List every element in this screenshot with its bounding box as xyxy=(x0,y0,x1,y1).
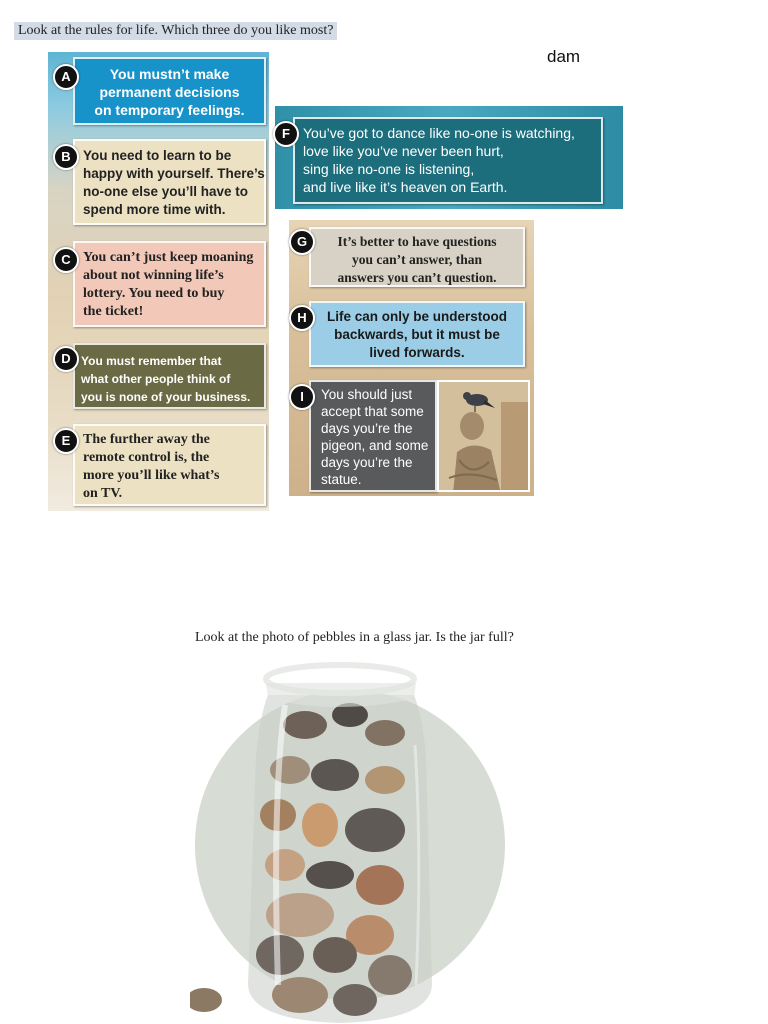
rule-i-line: days you’re the xyxy=(321,421,413,436)
rule-e-line: remote control is, the xyxy=(83,450,210,465)
rule-card-c xyxy=(73,241,266,327)
rule-card-i xyxy=(309,380,437,492)
rule-i-line: accept that some xyxy=(321,404,424,419)
rule-c-line: the ticket! xyxy=(83,304,144,319)
rule-card-g xyxy=(309,227,525,287)
badge-g: G xyxy=(289,229,315,255)
rule-e-line: The further away the xyxy=(83,432,210,447)
rule-i-line: days you’re the xyxy=(321,455,413,470)
rule-e-line: more you’ll like what’s xyxy=(83,468,220,483)
rule-c-line: You can’t just keep moaning xyxy=(83,250,254,265)
pebbles-jar-photo xyxy=(190,655,510,1024)
rule-f-line: sing like no-one is listening, xyxy=(303,161,475,177)
rule-card-f xyxy=(293,117,603,204)
statue-pigeon-photo xyxy=(437,380,530,492)
rule-g-line: answers you can’t question. xyxy=(337,270,497,285)
rule-a-line: You mustn’t make xyxy=(109,66,230,82)
rule-d-line: what other people think of xyxy=(81,372,231,386)
rule-i-line: You should just xyxy=(321,387,413,402)
rule-g-line: It’s better to have questions xyxy=(337,234,497,249)
statue-pigeon-icon xyxy=(439,382,530,492)
rule-a-line: on temporary feelings. xyxy=(94,102,245,118)
badge-c: C xyxy=(53,247,79,273)
rule-c-line: lottery. You need to buy xyxy=(83,286,225,301)
rule-f-line: You’ve got to dance like no-one is watching, xyxy=(303,125,575,141)
badge-f: F xyxy=(273,121,299,147)
rule-card-h xyxy=(309,301,525,367)
rule-b-line: no-one else you’ll have to xyxy=(83,184,249,199)
badge-d: D xyxy=(53,346,79,372)
rule-card-e xyxy=(73,424,266,506)
rule-d-line: You must remember that xyxy=(81,354,222,368)
rule-h-line: Life can only be understood xyxy=(326,309,507,324)
instruction-rules: Look at the rules for life. Which three do you like most? xyxy=(14,22,337,40)
rule-h-line: backwards, but it must be xyxy=(334,327,500,342)
rule-i-line: pigeon, and some xyxy=(321,438,429,453)
badge-h: H xyxy=(289,305,315,331)
rule-b-line: You need to learn to be xyxy=(83,148,232,163)
handwritten-note: dam xyxy=(547,47,581,66)
badge-i: I xyxy=(289,384,315,410)
glass-jar-icon xyxy=(190,655,510,1024)
rule-a-line: permanent decisions xyxy=(99,84,240,100)
rule-d-line: you is none of your business. xyxy=(81,390,251,404)
rule-h-line: lived forwards. xyxy=(369,345,465,360)
rule-b-line: happy with yourself. There’s xyxy=(83,166,265,181)
rule-e-line: on TV. xyxy=(83,486,123,501)
rule-card-a xyxy=(73,57,266,125)
badge-a: A xyxy=(53,64,79,90)
rule-f-line: and live like it’s heaven on Earth. xyxy=(303,179,508,195)
rule-b-line: spend more time with. xyxy=(83,202,226,217)
badge-e: E xyxy=(53,428,79,454)
rule-card-b xyxy=(73,139,266,225)
rule-card-d xyxy=(73,343,266,409)
rule-c-line: about not winning life’s xyxy=(83,268,224,283)
instruction-jar: Look at the photo of pebbles in a glass jar. Is the jar full? xyxy=(195,630,514,645)
rule-g-line: you can’t answer, than xyxy=(351,252,483,267)
badge-b: B xyxy=(53,144,79,170)
rule-f-line: love like you’ve never been hurt, xyxy=(303,143,504,159)
rule-i-line: statue. xyxy=(321,472,362,487)
